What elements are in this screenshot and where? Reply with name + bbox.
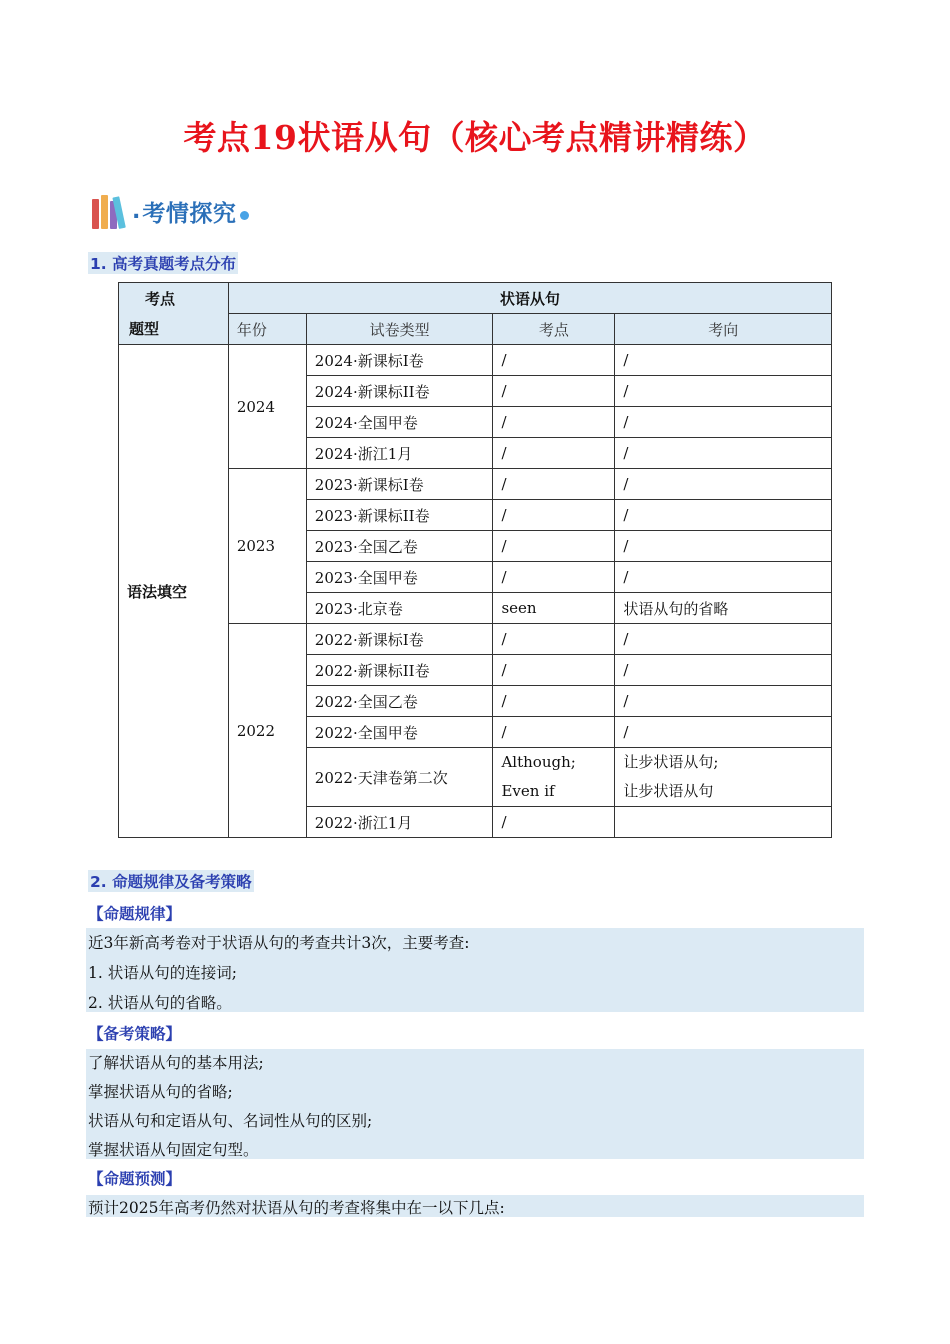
paper-cell: 2022·天津卷第二次 <box>306 748 493 807</box>
corner-bottom-label: 题型 <box>129 319 160 338</box>
direction-cell: / <box>615 624 832 655</box>
forecast-line: 预计2025年高考仍然对状语从句的考查将集中在一以下几点: <box>88 1199 505 1217</box>
point-cell <box>493 748 615 807</box>
books-icon <box>92 193 128 229</box>
table-corner-cell <box>119 283 229 345</box>
point-cell: / <box>493 686 615 717</box>
paper-cell: 2023·全国乙卷 <box>306 531 493 562</box>
page-title: 考点19状语从句（核心考点精讲精练） <box>183 118 767 157</box>
col-header-direction: 考向 <box>615 314 832 345</box>
strategy-line: 掌握状语从句的省略; <box>88 1083 233 1101</box>
paper-cell: 2023·全国甲卷 <box>306 562 493 593</box>
paper-cell: 2022·浙江1月 <box>306 807 493 838</box>
col-header-point: 考点 <box>493 314 615 345</box>
point-cell: / <box>493 624 615 655</box>
strategy-line: 掌握状语从句固定句型。 <box>88 1141 259 1159</box>
direction-cell: / <box>615 686 832 717</box>
paper-cell: 2023·新课标I卷 <box>306 469 493 500</box>
direction-cell <box>615 807 832 838</box>
point-cell: / <box>493 655 615 686</box>
strategy-label: 【备考策略】 <box>88 1025 182 1043</box>
paper-cell: 2022·新课标I卷 <box>306 624 493 655</box>
forecast-label: 【命题预测】 <box>88 1170 182 1188</box>
point-cell: / <box>493 345 615 376</box>
point-cell: / <box>493 407 615 438</box>
paper-cell: 2023·北京卷 <box>306 593 493 624</box>
direction-cell <box>615 748 832 807</box>
point-cell: / <box>493 469 615 500</box>
section-banner: . 考情探究 <box>92 190 249 232</box>
paper-cell: 2024·新课标II卷 <box>306 376 493 407</box>
point-cell: / <box>493 531 615 562</box>
direction-cell: / <box>615 500 832 531</box>
paper-cell: 2023·新课标II卷 <box>306 500 493 531</box>
direction-cell: / <box>615 655 832 686</box>
point-cell: / <box>493 376 615 407</box>
direction-cell: 状语从句的省略 <box>615 593 832 624</box>
point-cell: / <box>493 717 615 748</box>
direction-line: 让步状语从句; <box>623 753 719 771</box>
point-cell: / <box>493 562 615 593</box>
point-cell: seen <box>493 593 615 624</box>
rules-line: 2. 状语从句的省略。 <box>88 994 232 1012</box>
topic-header: 状语从句 <box>228 283 831 314</box>
paper-cell: 2024·新课标I卷 <box>306 345 493 376</box>
corner-top-label: 考点 <box>145 289 176 308</box>
paper-cell: 2022·全国甲卷 <box>306 717 493 748</box>
banner-label: 考情探究 <box>142 200 237 227</box>
year-cell: 2023 <box>228 469 306 624</box>
point-cell: / <box>493 438 615 469</box>
rules-line: 近3年新高考卷对于状语从句的考查共计3次，主要考查: <box>88 934 470 952</box>
direction-cell: / <box>615 531 832 562</box>
point-line: Although; <box>501 753 576 771</box>
paper-cell: 2024·浙江1月 <box>306 438 493 469</box>
year-cell: 2024 <box>228 345 306 469</box>
category-cell: 语法填空 <box>119 345 229 838</box>
point-cell: / <box>493 807 615 838</box>
exam-distribution-table <box>118 282 832 838</box>
table-row <box>119 345 832 376</box>
dot-icon <box>240 211 249 220</box>
section1-heading: 1. 高考真题考点分布 <box>88 252 238 274</box>
point-line: Even if <box>501 782 555 800</box>
strategy-line: 了解状语从句的基本用法; <box>88 1054 264 1072</box>
year-cell: 2022 <box>228 624 306 838</box>
direction-cell: / <box>615 407 832 438</box>
point-cell: / <box>493 500 615 531</box>
rules-line: 1. 状语从句的连接词; <box>88 964 237 982</box>
direction-line: 让步状语从句 <box>623 782 714 800</box>
paper-cell: 2022·全国乙卷 <box>306 686 493 717</box>
col-header-paper: 试卷类型 <box>306 314 493 345</box>
direction-cell: / <box>615 562 832 593</box>
section2-heading: 2. 命题规律及备考策略 <box>88 870 254 892</box>
paper-cell: 2024·全国甲卷 <box>306 407 493 438</box>
direction-cell: / <box>615 438 832 469</box>
strategy-line: 状语从句和定语从句、名词性从句的区别; <box>88 1112 373 1130</box>
direction-cell: / <box>615 717 832 748</box>
direction-cell: / <box>615 469 832 500</box>
direction-cell: / <box>615 345 832 376</box>
rules-label: 【命题规律】 <box>88 905 182 923</box>
direction-cell: / <box>615 376 832 407</box>
paper-cell: 2022·新课标II卷 <box>306 655 493 686</box>
col-header-year: 年份 <box>228 314 306 345</box>
